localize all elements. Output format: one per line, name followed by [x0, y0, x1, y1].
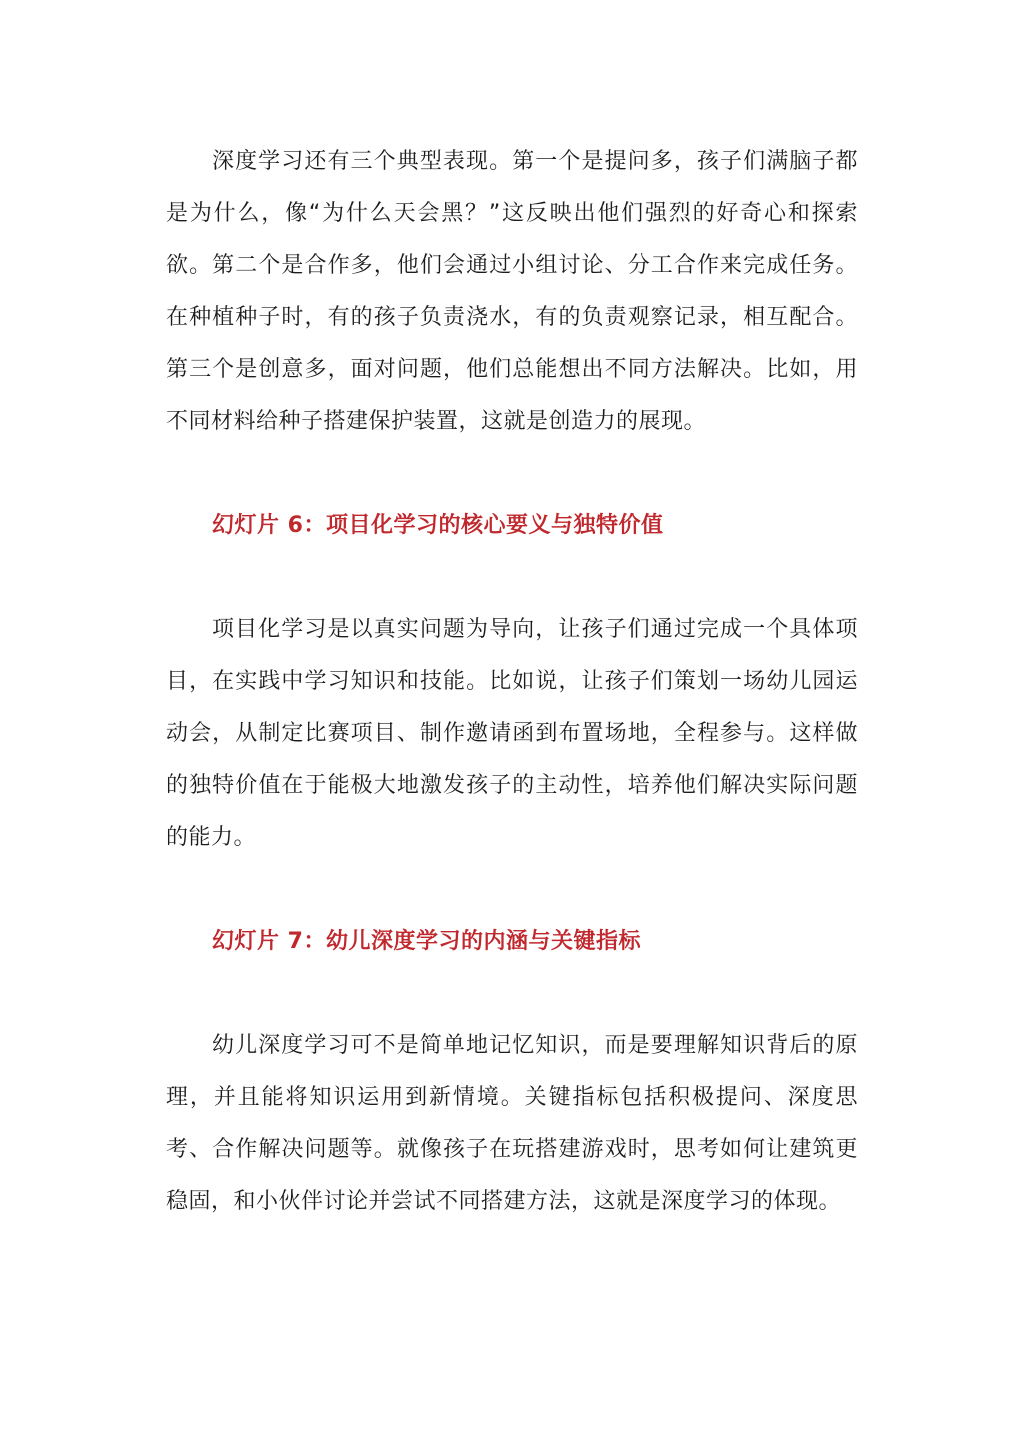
spacer [166, 552, 858, 604]
paragraph-deep-learning-traits: 深度学习还有三个典型表现。第一个是提问多，孩子们满脑子都是为什么，像“为什么天会黑？”这反映出他们强烈的好奇心和探索欲。第二个是合作多，他们会通过小组讨论、分工合作来完成任务。在种植种子时，有的孩子负责浇水，有的负责观察记录，相互配合。第三个是创意多，面对问题，他们总能想出不同方法解决。比如，用不同材料给种子搭建保护装置，这就是创造力的展现。 [166, 149, 858, 434]
heading-slide-6: 幻灯片 6：项目化学习的核心要义与独特价值 [212, 513, 664, 538]
document-page [166, 136, 858, 1228]
spacer [166, 864, 858, 916]
spacer [166, 968, 858, 1020]
heading-slide-7: 幻灯片 7：幼儿深度学习的内涵与关键指标 [212, 929, 641, 954]
paragraph-project-learning: 项目化学习是以真实问题为导向，让孩子们通过完成一个具体项目，在实践中学习知识和技能。比如说，让孩子们策划一场幼儿园运动会，从制定比赛项目、制作邀请函到布置场地，全程参与。这样做的独特价值在于能极大地激发孩子的主动性，培养他们解决实际问题的能力。 [166, 617, 858, 850]
spacer [166, 448, 858, 500]
paragraph-child-deep-learning: 幼儿深度学习可不是简单地记忆知识，而是要理解知识背后的原理，并且能将知识运用到新情境。关键指标包括积极提问、深度思考、合作解决问题等。就像孩子在玩搭建游戏时，思考如何让建筑更稳固，和小伙伴讨论并尝试不同搭建方法，这就是深度学习的体现。 [166, 1033, 858, 1214]
